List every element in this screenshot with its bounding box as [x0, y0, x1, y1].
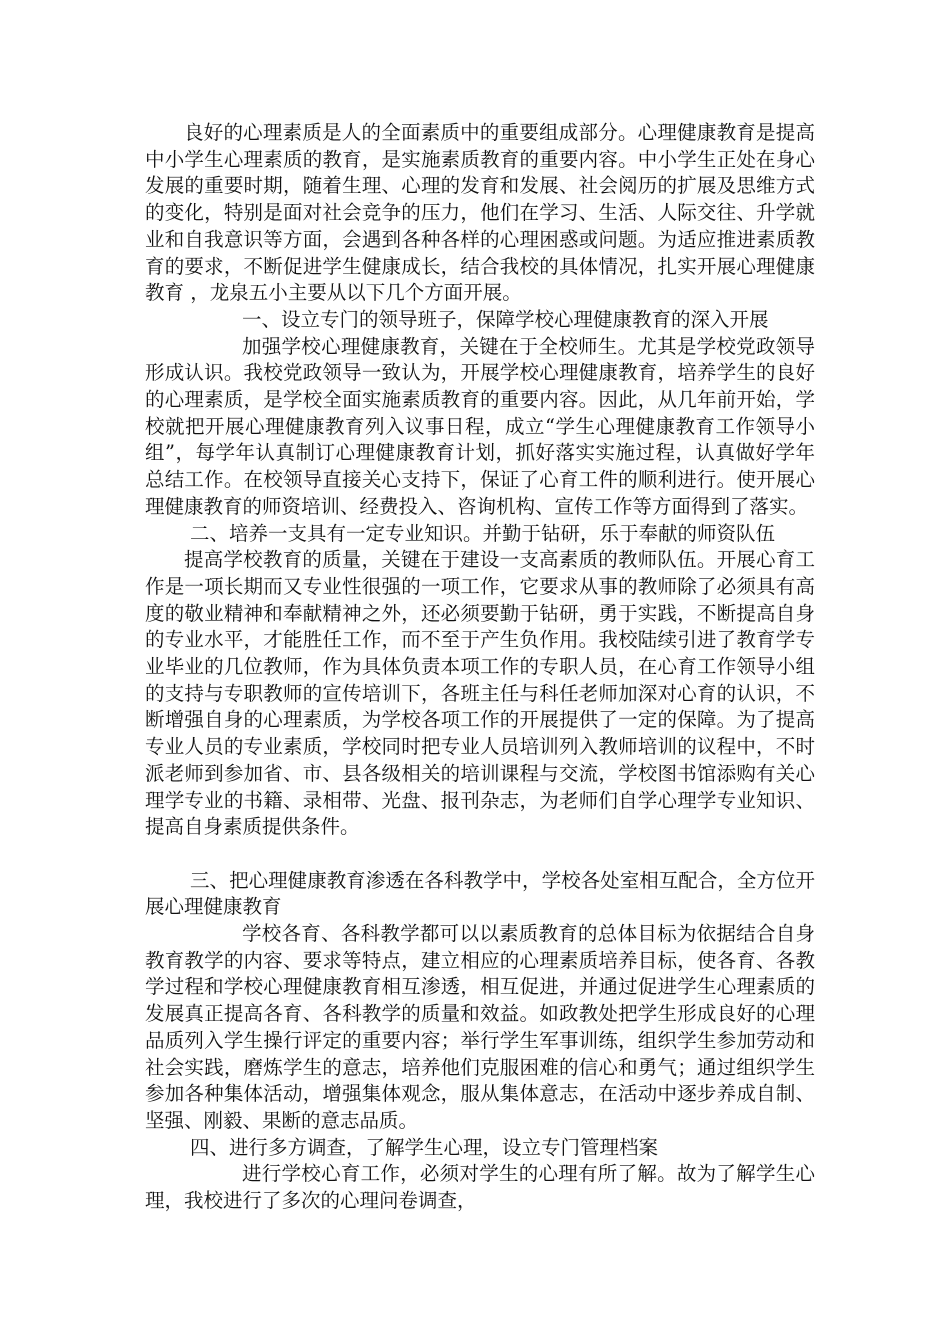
- document-body: [145, 120, 815, 1215]
- section-1-heading: 一、设立专门的领导班子，保障学校心理健康教育的深入开展: [242, 307, 769, 331]
- intro-paragraph: 良好的心理素质是人的全面素质中的重要组成部分。心理健康教育是提高中小学生心理素质的教育，是实施素质教育的重要内容。中小学生正处在身心发展的重要时期，随着生理、心理的发育和发展、社会阅历的扩展及思维方式的变化，特别是面对社会竞争的压力，他们在学习、生活、人际交往、升学就业和自我意识等方面，会遇到各种各样的心理困惑或问题。为适应推进素质教育的要求，不断促进学生健康成长，结合我校的具体情况，扎实开展心理健康教育 ，龙泉五小主要从以下几个方面开展。: [145, 121, 815, 305]
- section-4-heading: 四、进行多方调查，了解学生心理，设立专门管理档案: [190, 1135, 659, 1159]
- section-1-paragraph: 加强学校心理健康教育，关键在于全校师生。尤其是学校党政领导形成认识。我校党政领导一致认为，开展学校心理健康教育，培养学生的良好的心理素质，是学校全面实施素质教育的重要内容。因此，从几年前开始，学校就把开展心理健康教育列入议事日程，成立“学生心理健康教育工作领导小组”，每学年认真制订心理健康教育计划，抓好落实实施过程，认真做好学年总结工作。在校领导直接关心支持下，保证了心育工件的顺利进行。使开展心理健康教育的师资培训、经费投入、咨询机构、宣传工作等方面得到了落实。: [145, 334, 815, 518]
- section-3-heading: 三、把心理健康教育渗透在各科教学中，学校各处室相互配合，全方位开展心理健康教育: [145, 868, 815, 919]
- section-2-heading: 二、培养一支具有一定专业知识。并勤于钻研，乐于奉献的师资队伍: [190, 521, 776, 545]
- paragraph-spacer: [145, 841, 815, 868]
- section-3-paragraph: 学校各育、各科教学都可以以素质教育的总体目标为依据结合自身教育教学的内容、要求等特点，建立相应的心理素质培养目标，使各育、各教学过程和学校心理健康教育相互渗透，相互促进，并通过促进学生心理素质的发展真正提高各育、各科教学的质量和效益。如政教处把学生形成良好的心理品质列入学生操行评定的重要内容；举行学生军事训练，组织学生参加劳动和社会实践，磨炼学生的意志，培养他们克服困难的信心和勇气；通过组织学生参加各种集体活动，增强集体观念，服从集体意志，在活动中逐步养成自制、坚强、刚毅、果断的意志品质。: [145, 922, 815, 1132]
- section-2-paragraph: 提高学校教育的质量，关键在于建设一支高素质的教师队伍。开展心育工作是一项长期而又专业性很强的一项工作，它要求从事的教师除了必须具有高度的敬业精神和奉献精神之外，还必须要勤于钻研，勇于实践，不断提高自身的专业水平，才能胜任工作，而不至于产生负作用。我校陆续引进了教育学专业毕业的几位教师，作为具体负责本项工作的专职人员，在心育工作领导小组的支持与专职教师的宣传培训下，各班主任与科任老师加深对心育的认识，不断增强自身的心理素质，为学校各项工作的开展提供了一定的保障。为了提高专业人员的专业素质，学校同时把专业人员培训列入教师培训的议程中，不时派老师到参加省、市、县各级相关的培训课程与交流，学校图书馆添购有关心理学专业的书籍、录相带、光盘、报刊杂志，为老师们自学心理学专业知识、提高自身素质提供条件。: [145, 548, 815, 839]
- section-4-paragraph: 进行学校心育工作，必须对学生的心理有所了解。故为了解学生心理，我校进行了多次的心理问卷调查，: [145, 1162, 815, 1213]
